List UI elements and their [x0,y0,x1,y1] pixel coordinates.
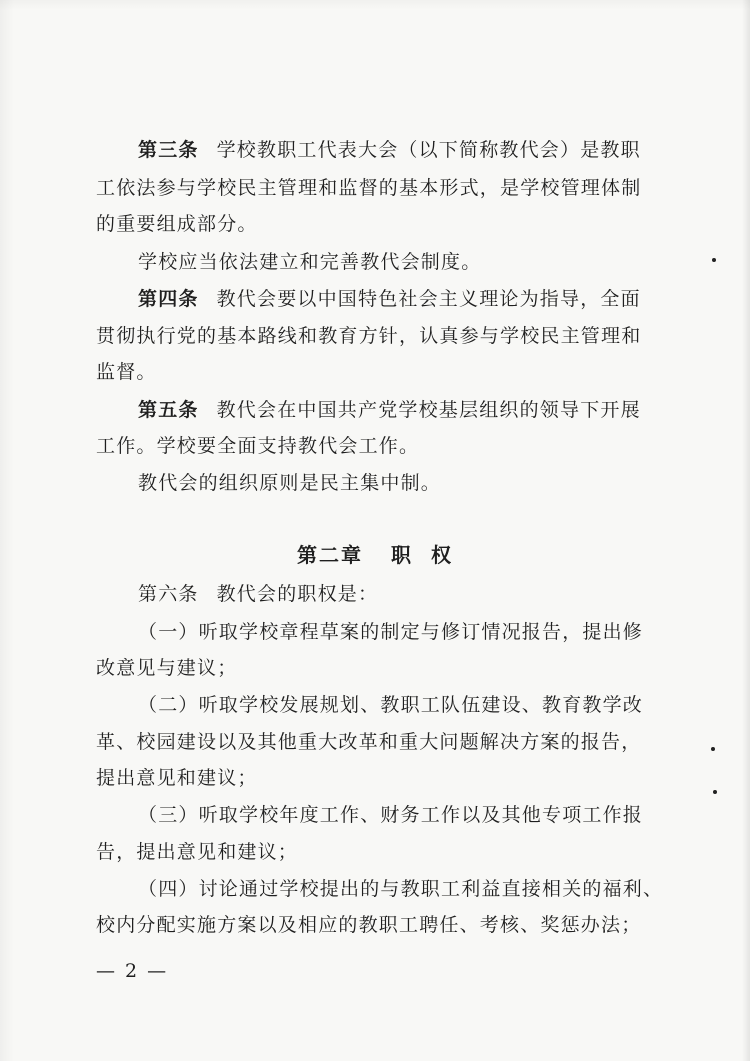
item1-line1: （一）听取学校章程草案的制定与修订情况报告，提出修 [138,621,644,643]
article4-text1: 教代会要以中国特色社会主义理论为指导，全面 [216,288,641,310]
item4-line2: 校内分配实施方案以及相应的教职工聘任、考核、奖惩办法； [96,914,642,936]
item2-line3: 提出意见和建议； [96,767,258,789]
article5-heading: 第五条 [138,399,199,421]
chapter-title-char2: 权 [431,543,453,567]
item2-line2: 革、校园建设以及其他重大改革和重大问题解决方案的报告， [96,731,642,753]
item3-line1: （三）听取学校年度工作、财务工作以及其他专项工作报 [138,804,644,826]
article6-heading: 第六条 [138,583,199,605]
article6-text1: 教代会的职权是： [216,583,379,605]
scan-speck [712,258,716,262]
scan-speck [713,790,717,794]
article5-line2: 工作。学校要全面支持教代会工作。 [96,435,420,457]
article3-line2: 工依法参与学校民主管理和监督的基本形式，是学校管理体制 [96,177,642,199]
article3-line3: 的重要组成部分。 [96,213,258,235]
article4-line3: 监督。 [96,361,157,383]
article5-line1 [138,397,676,423]
page-edge-shadow [742,0,750,1061]
article6-line1 [138,581,676,607]
article4-line2: 贯彻执行党的基本路线和教育方针，认真参与学校民主管理和 [96,325,642,347]
article4-line1 [138,286,676,312]
chapter-number: 第二章 [297,543,363,567]
page-number: — 2 — [96,960,169,982]
chapter-heading [0,542,750,568]
scan-speck [711,747,715,751]
item4-line1: （四）讨论通过学校提出的与教职工利益直接相关的福利、 [138,878,664,900]
item2-line1: （二）听取学校发展规划、教职工队伍建设、教育教学改 [138,694,644,716]
item3-line2: 告，提出意见和建议； [96,841,299,863]
article3-line1 [138,137,676,163]
article5-para2: 教代会的组织原则是民主集中制。 [138,472,442,494]
chapter-title-char1: 职 [391,543,413,567]
article3-text1: 学校教职工代表大会（以下简称教代会）是教职 [216,139,641,161]
article4-heading: 第四条 [138,288,199,310]
article3-heading: 第三条 [138,139,199,161]
item1-line2: 改意见与建议； [96,657,238,679]
article3-para2: 学校应当依法建立和完善教代会制度。 [138,251,482,273]
article5-text1: 教代会在中国共产党学校基层组织的领导下开展 [216,399,641,421]
